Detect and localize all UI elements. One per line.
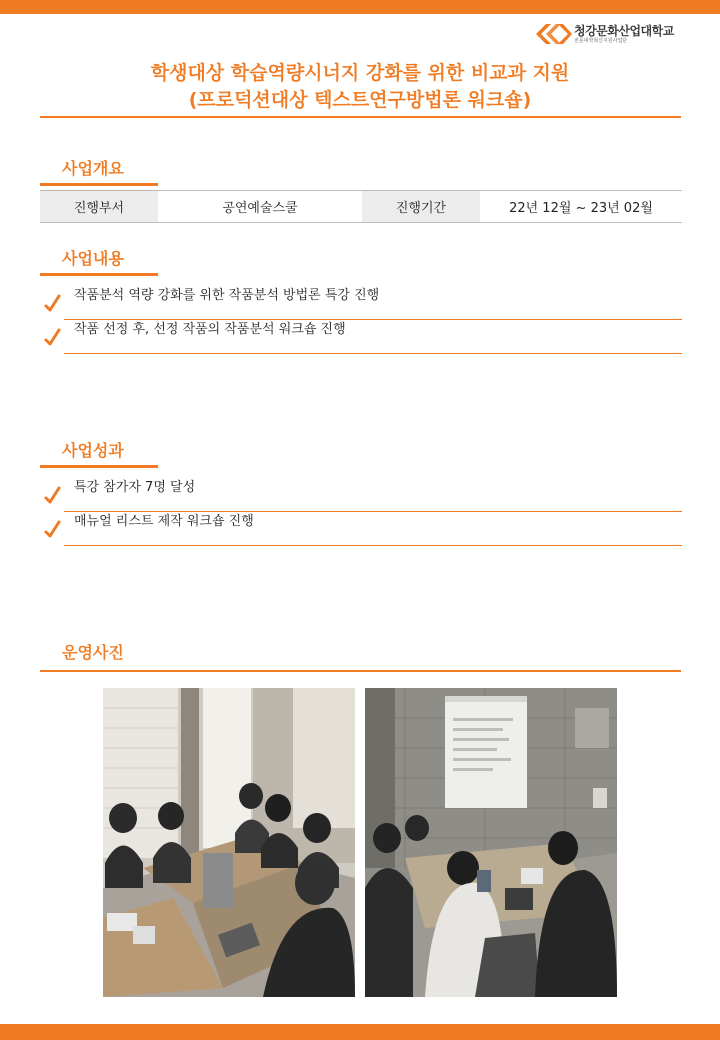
list-item xyxy=(44,318,682,354)
section-results-label: 사업성과 xyxy=(62,441,124,460)
checkmark-icon xyxy=(44,292,62,314)
section-underline xyxy=(40,273,158,276)
overview-table xyxy=(40,190,682,223)
workshop-photo-2 xyxy=(365,688,617,997)
list-item xyxy=(44,284,682,320)
dept-value: 공연예술스쿨 xyxy=(222,201,298,216)
item-divider xyxy=(64,353,682,354)
section-content-heading xyxy=(40,246,158,276)
list-item xyxy=(44,510,682,546)
section-content-label: 사업내용 xyxy=(62,249,124,268)
list-item-text: 특강 참가자 7명 달성 xyxy=(74,480,196,495)
checkmark-icon xyxy=(44,484,62,506)
university-logo xyxy=(534,20,694,48)
section-overview-label: 사업개요 xyxy=(62,159,124,178)
list-item xyxy=(44,476,682,512)
period-label: 진행기간 xyxy=(362,191,480,222)
section-overview-heading xyxy=(40,156,158,186)
title-line-1: 학생대상 학습역량시너지 강화를 위한 비교과 지원 xyxy=(150,62,570,84)
workshop-photo-1 xyxy=(103,688,355,997)
list-item-text: 작품분석 역량 강화를 위한 작품분석 방법론 특강 진행 xyxy=(74,288,380,303)
section-underline xyxy=(40,183,158,186)
section-photos-heading xyxy=(40,640,158,670)
section-underline xyxy=(40,465,158,468)
dept-label: 진행부서 xyxy=(40,191,158,222)
item-divider xyxy=(64,545,682,546)
bottom-accent-bar xyxy=(0,1024,720,1040)
title-line-2: (프로덕션대상 텍스트연구방법론 워크숍) xyxy=(188,89,532,111)
section-photos-label: 운영사진 xyxy=(62,643,124,662)
top-accent-bar xyxy=(0,0,720,14)
title-divider xyxy=(40,116,681,118)
page-title xyxy=(40,60,680,114)
ck-logo-icon xyxy=(534,22,572,46)
logo-subtitle: 전문대학혁신지원사업단 xyxy=(574,37,628,44)
photos-divider xyxy=(40,670,681,672)
section-results-heading xyxy=(40,438,158,468)
logo-name: 청강문화산업대학교 xyxy=(574,23,674,38)
checkmark-icon xyxy=(44,326,62,348)
list-item-text: 작품 선정 후, 선정 작품의 작품분석 워크숍 진행 xyxy=(74,322,346,337)
list-item-text: 매뉴얼 리스트 제작 워크숍 진행 xyxy=(74,514,254,529)
period-value: 22년 12월 ~ 23년 02월 xyxy=(509,201,653,216)
checkmark-icon xyxy=(44,518,62,540)
